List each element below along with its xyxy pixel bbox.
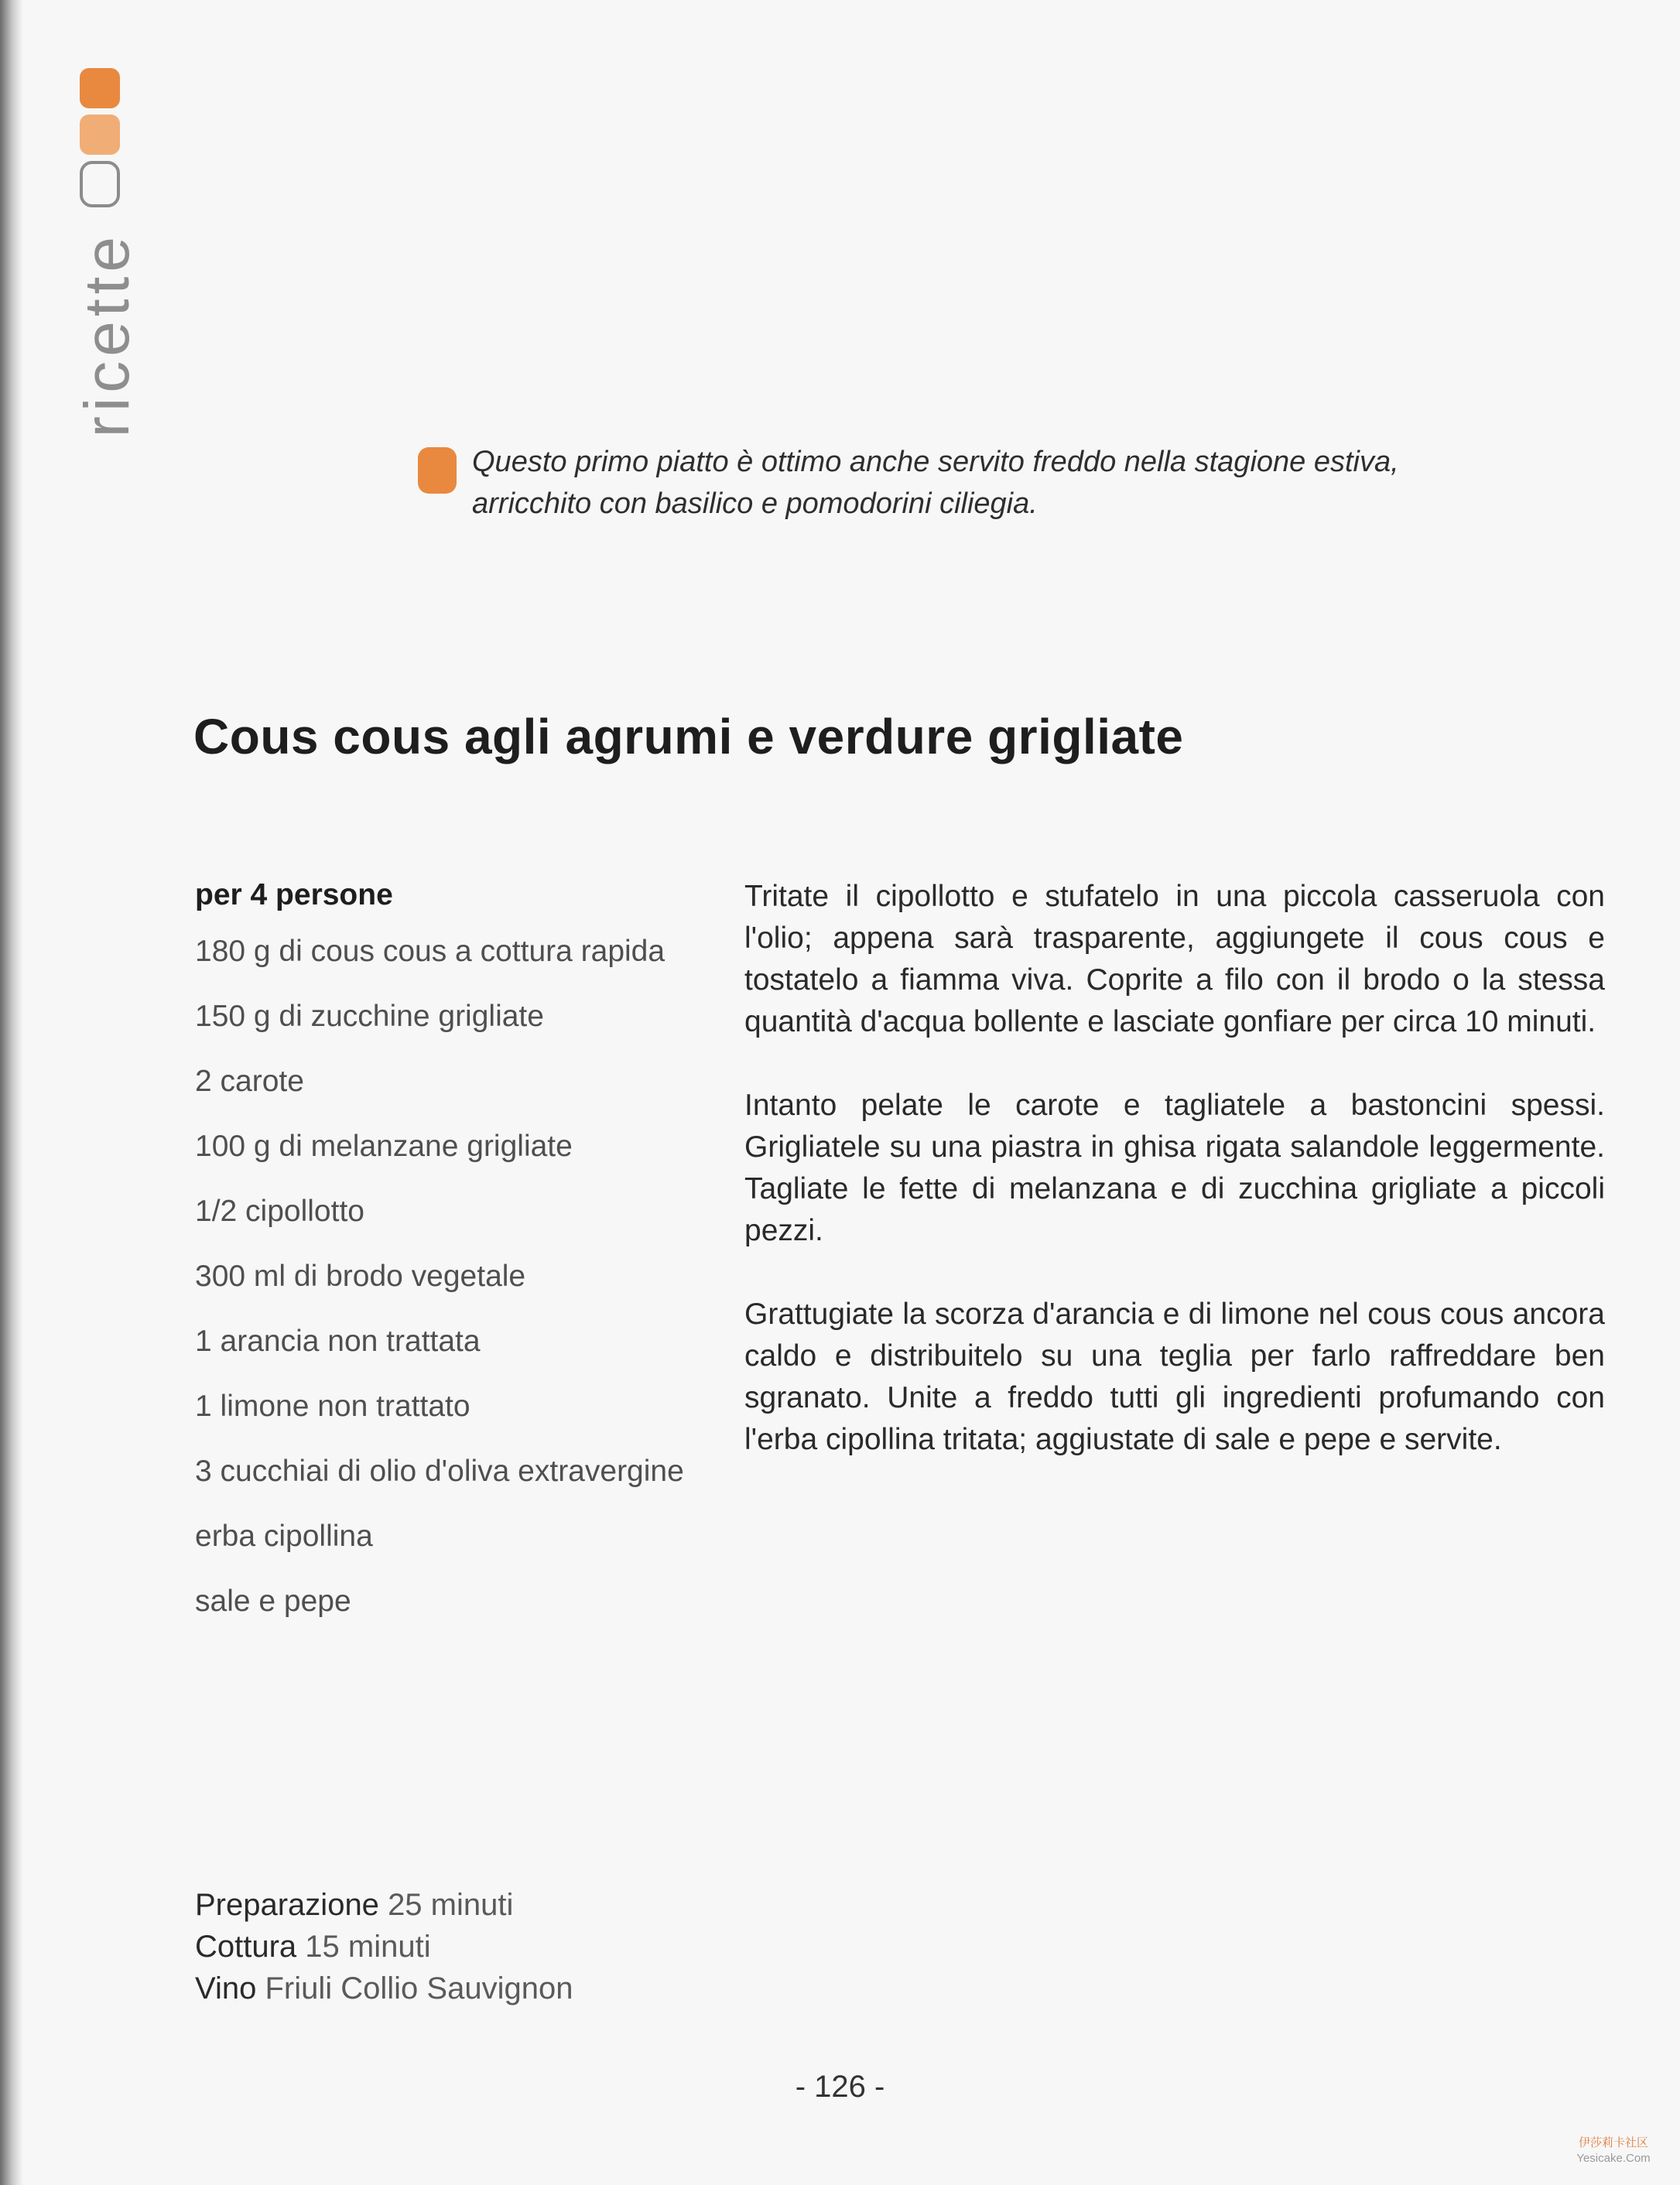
tip-note	[418, 441, 1408, 525]
cook-label: Cottura	[195, 1930, 297, 1964]
watermark	[1567, 2135, 1660, 2166]
marker-square-outline	[80, 161, 120, 207]
ingredient-item: 2 carote	[195, 1065, 304, 1098]
cook-value: 15 minuti	[305, 1930, 431, 1964]
watermark-line-2: Yesicake.Com	[1576, 2152, 1651, 2165]
section-marker	[80, 68, 120, 214]
marker-square-dark	[80, 68, 120, 108]
page-number: - 126 -	[795, 2070, 885, 2104]
method-column	[744, 876, 1605, 1503]
method-paragraph: Tritate il cipollotto e stufatelo in una piccola casseruola con l'olio; appena sarà trasparente, aggiungete il cous cous e tostatelo a fiamma viva. Coprite a filo con il brodo o la stessa quantità d'acqua bollente e lasciate gonfiare per circa 10 minuti.	[744, 880, 1605, 1038]
ingredient-list	[195, 931, 690, 1623]
method-paragraph: Intanto pelate le carote e tagliatele a bastoncini spessi. Grigliatele su una piastra in ghisa rigata salandole leggermente. Tagliate le fette di melanzana e di zucchina grigliate a piccoli pezzi.	[744, 1089, 1605, 1247]
ingredient-item: 300 ml di brodo vegetale	[195, 1260, 526, 1293]
ingredient-item: 3 cucchiai di olio d'oliva extravergine	[195, 1455, 684, 1488]
recipe-meta	[195, 1884, 573, 2009]
note-bullet-icon	[418, 447, 457, 494]
prep-value: 25 minuti	[388, 1888, 514, 1922]
section-label: ricette	[72, 232, 142, 438]
ingredient-item: sale e pepe	[195, 1585, 351, 1618]
book-spine-shadow	[0, 0, 23, 2185]
wine-label: Vino	[195, 1971, 257, 2005]
ingredients-column	[195, 878, 690, 1646]
prep-time	[195, 1884, 573, 1926]
method-paragraph: Grattugiate la scorza d'arancia e di limone nel cous cous ancora caldo e distribuitelo su una teglia per farlo raffreddare ben sgranato. Unite a freddo tutti gli ingredienti profumando con l'erba cipollina tritata; aggiustate di sale e pepe e servite.	[744, 1298, 1605, 1456]
ingredient-item: 1 arancia non trattata	[195, 1325, 481, 1358]
wine-value: Friuli Collio Sauvignon	[265, 1971, 573, 2005]
prep-label: Preparazione	[195, 1888, 379, 1922]
ingredient-item: 100 g di melanzane grigliate	[195, 1130, 573, 1163]
ingredient-item: 1/2 cipollotto	[195, 1195, 364, 1228]
ingredient-item: 1 limone non trattato	[195, 1390, 470, 1423]
servings-heading: per 4 persone	[195, 878, 393, 911]
watermark-line-1: 伊莎莉卡社区	[1578, 2136, 1648, 2149]
ingredient-item: 150 g di zucchine grigliate	[195, 1000, 544, 1033]
cook-time	[195, 1926, 573, 1968]
ingredient-item: 180 g di cous cous a cottura rapida	[195, 935, 665, 968]
wine-pairing	[195, 1968, 573, 2009]
note-text: Questo primo piatto è ottimo anche servito freddo nella stagione estiva, arricchito con basilico e pomodorini ciliegia.	[472, 446, 1399, 520]
recipe-title: Cous cous agli agrumi e verdure grigliate	[193, 709, 1184, 764]
marker-square-light	[80, 115, 120, 155]
ingredient-item: erba cipollina	[195, 1520, 373, 1553]
